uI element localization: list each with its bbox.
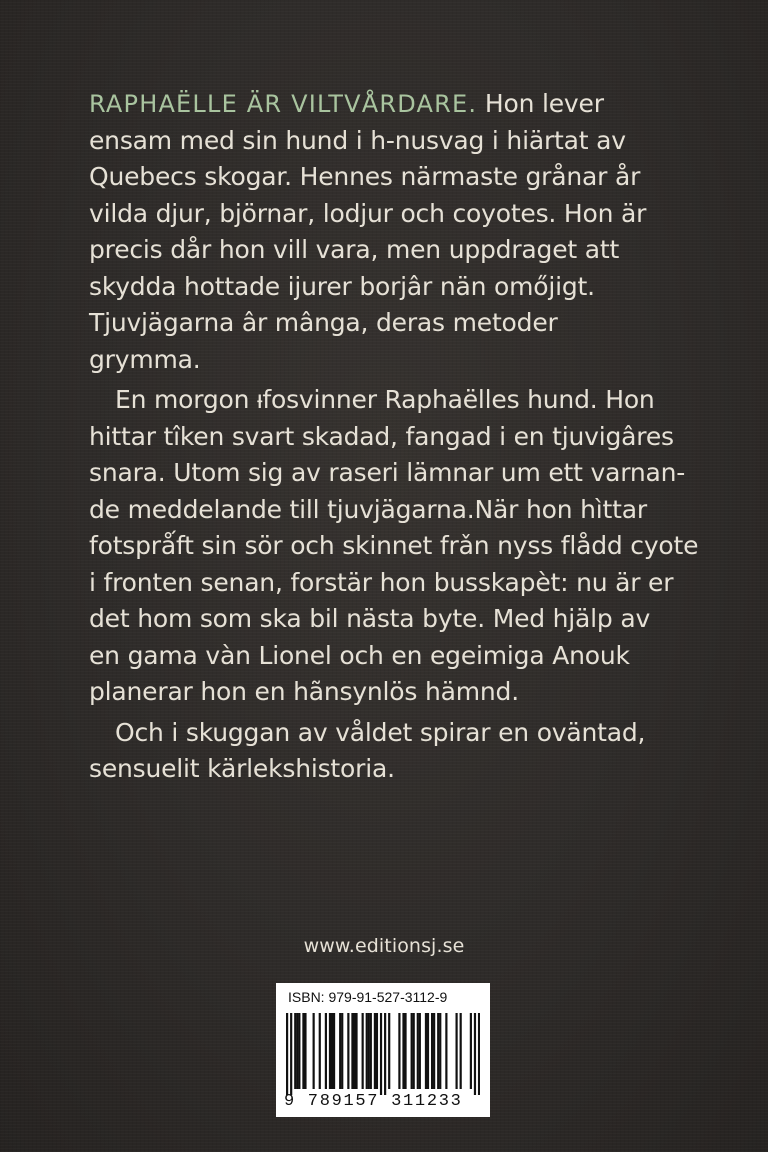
barcode-bar (351, 1013, 353, 1089)
blurb-line: en gama vàn Lionel och en egeimiga Anouk (89, 640, 630, 670)
blurb-lead-in: RAPHAËLLE ÄR VILTVÅRDARE. (89, 90, 478, 118)
barcode-bar (380, 1013, 382, 1095)
barcode-bar (286, 1013, 288, 1095)
barcode-bar (425, 1013, 427, 1089)
barcode-bar (460, 1013, 462, 1089)
barcode-bar (398, 1013, 400, 1089)
blurb-line: de meddelande till tjuvjägarna.När hon hìttar (89, 494, 647, 524)
barcode-bar (370, 1013, 372, 1089)
barcode-bar (298, 1013, 300, 1089)
barcode-bar (470, 1013, 472, 1089)
blurb-line: planerar hon en hãnsynlös hämnd. (89, 677, 519, 706)
blurb-paragraph-3 (89, 715, 729, 788)
barcode-bar (319, 1013, 321, 1089)
barcode-bar (325, 1013, 327, 1089)
barcode-bar (404, 1013, 406, 1089)
isbn-label: ISBN: 979-91-527-3112-9 (288, 989, 448, 1005)
barcode-bar (362, 1013, 364, 1089)
blurb-line: det hom som ska bil nästa byte. Med hjälp av (89, 604, 651, 633)
barcode-bar (445, 1013, 447, 1089)
blurb-line: sensuelit kärlekshistoria. (89, 754, 395, 783)
barcode-bar (355, 1013, 357, 1089)
barcode-bar (296, 1013, 298, 1089)
barcode-bar (294, 1013, 296, 1089)
blurb-line: hittar tîken svart skadad, fangad i en tjuvigâres (89, 421, 674, 451)
barcode-bar (433, 1013, 435, 1089)
blurb-line: precis dår hon vill vara, men uppdraget att (89, 235, 620, 264)
barcode-bar (339, 1013, 341, 1089)
barcode-bar (374, 1013, 376, 1089)
barcode-bar (331, 1013, 333, 1089)
barcode-bar (353, 1013, 355, 1089)
isbn-barcode (276, 983, 490, 1117)
blurb-line: ensam med sin hund i h-nusvag i hiärtat av (89, 125, 626, 155)
blurb-line-text: Hon lever (477, 89, 604, 118)
barcode-bar (329, 1013, 331, 1089)
barcode-bar (413, 1013, 415, 1089)
blurb-line: snara. Utom sig av raseri lämnar um ett varnan- (89, 458, 686, 487)
barcode-bar (402, 1013, 404, 1089)
blurb-line: grymma. (89, 344, 201, 374)
barcode-bar (478, 1013, 480, 1095)
barcode-bar (333, 1013, 335, 1089)
barcode-bar (347, 1013, 349, 1089)
blurb-line: skydda hottade ijurer borjâr nän omőjigt. (89, 271, 595, 301)
barcode-bar (417, 1013, 419, 1089)
barcode-bar (290, 1013, 292, 1095)
barcode-bar (368, 1013, 370, 1089)
barcode-bar (376, 1013, 378, 1089)
barcode-bar (474, 1013, 476, 1095)
barcode-bar (388, 1013, 390, 1089)
barcode-bar (304, 1013, 306, 1089)
barcode-bar (411, 1013, 413, 1089)
barcode-digits: 9 789157 311233 (284, 1092, 463, 1111)
blurb-line: fotsprǻft sin sör och skinnet frǎn nyss flådd cyote (89, 531, 699, 560)
blurb-paragraph-1 (89, 86, 729, 378)
blurb-line: i fronten senan, forstär hon busskapèt: nu är er (89, 567, 674, 597)
publisher-website[interactable]: www.editionsj.se (303, 935, 465, 957)
barcode-bar (439, 1013, 441, 1089)
barcode-bar (302, 1013, 304, 1089)
blurb-line: Tjuvjägarna âr mânga, deras metoder (89, 308, 558, 337)
barcode-bar (341, 1013, 343, 1089)
barcode-bars (286, 1013, 480, 1095)
blurb-line: Och i skuggan av våldet spirar en oväntad, (115, 717, 646, 747)
blurb-line: Quebecs skogar. Hennes närmaste grånar år (89, 162, 641, 191)
blurb-line: vilda djur, björnar, lodjur och coyotes. Hon är (89, 198, 647, 228)
blurb-line: En morgon ᵼfosvinner Raphaëlles hund. Hon (115, 385, 655, 414)
barcode-bar (455, 1013, 457, 1089)
blurb-line (89, 86, 729, 123)
blurb-paragraph-2 (89, 382, 729, 711)
blurb-text (89, 86, 729, 788)
barcode-bar (313, 1013, 315, 1089)
barcode-bar (366, 1013, 368, 1089)
barcode-bar (437, 1013, 439, 1089)
barcode-bar (427, 1013, 429, 1089)
barcode-bar (384, 1013, 386, 1095)
barcode-bar (419, 1013, 421, 1089)
barcode-bar (431, 1013, 433, 1089)
